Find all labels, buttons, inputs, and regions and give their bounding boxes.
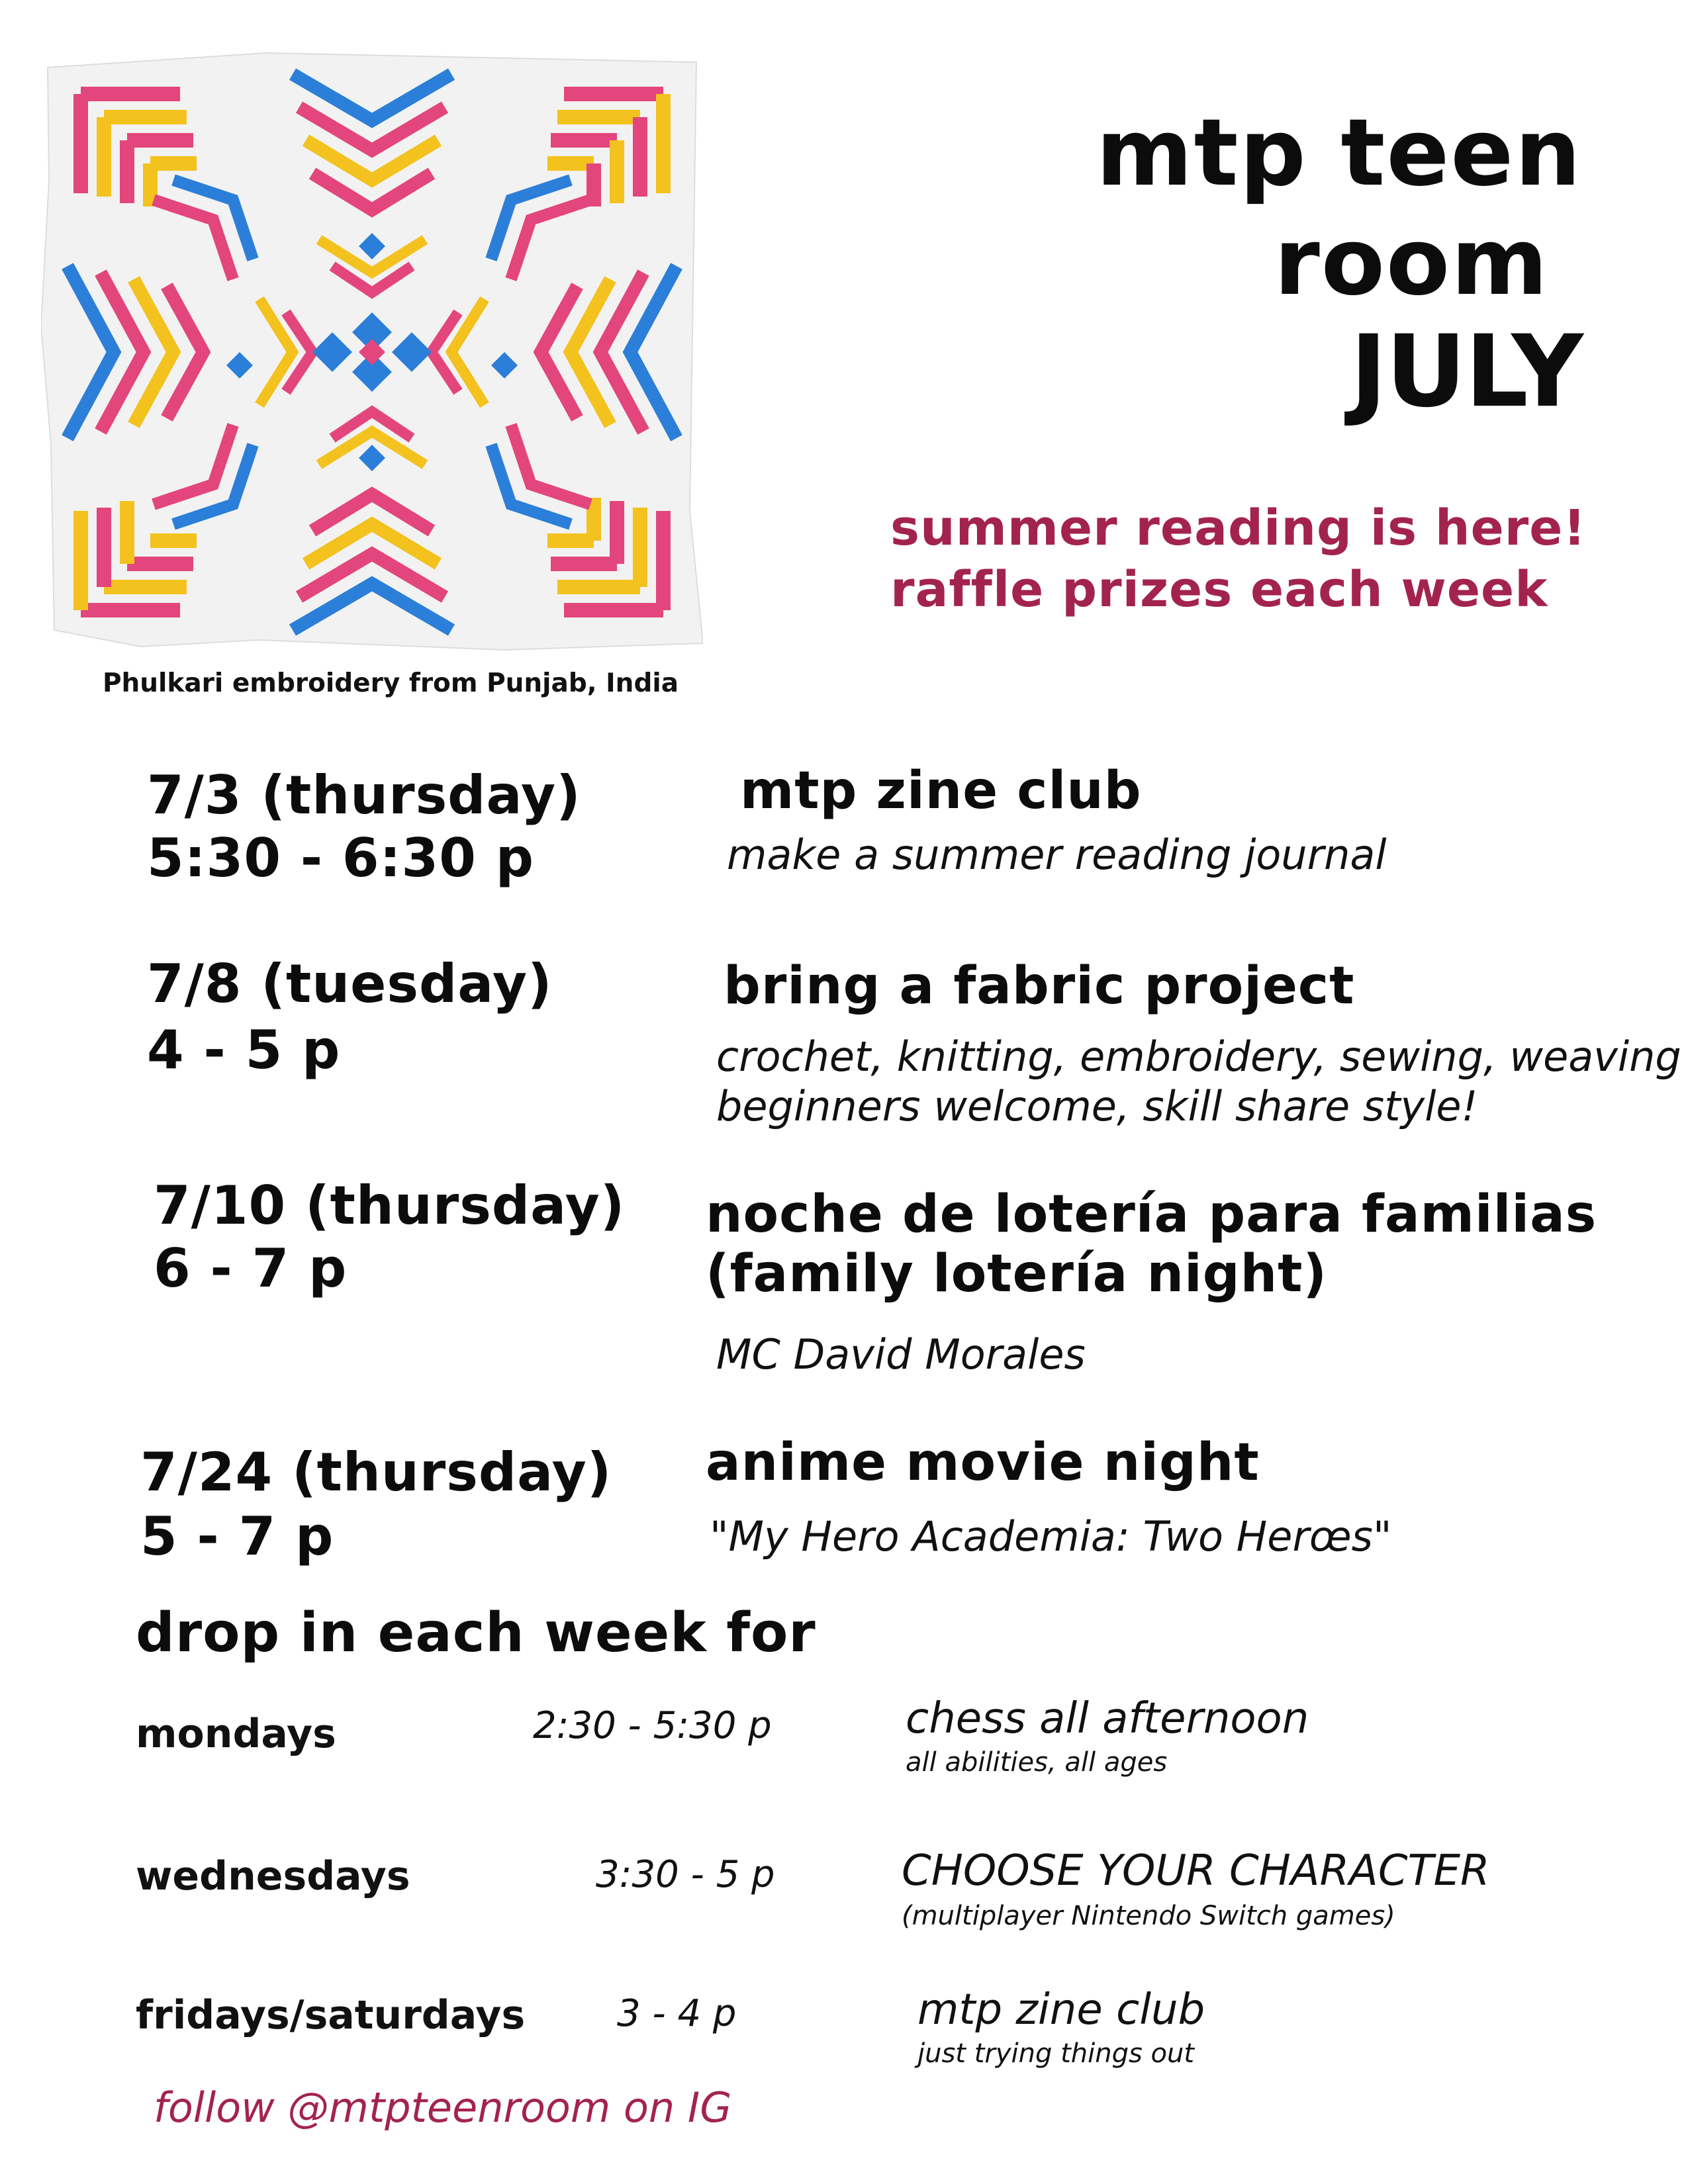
weekly-heading: drop in each week for [136, 1602, 816, 1664]
event-2-title: bring a fabric project [724, 956, 1355, 1016]
weekly-time-fridays-saturdays: 3 - 4 p [617, 1992, 737, 2035]
title-line-1: mtp teen [1096, 99, 1582, 207]
event-2-time: 4 - 5 p [147, 1019, 341, 1081]
event-1-desc: make a summer reading journal [727, 831, 1387, 879]
image-caption: Phulkari embroidery from Punjab, India [102, 668, 679, 698]
weekly-day-fridays-saturdays: fridays/saturdays [136, 1992, 526, 2038]
event-2-desc-1: crochet, knitting, embroidery, sewing, weaving [716, 1032, 1681, 1081]
event-4-date: 7/24 (thursday) [140, 1441, 612, 1503]
phulkari-embroidery-image [41, 48, 703, 657]
weekly-time-mondays: 2:30 - 5:30 p [533, 1704, 772, 1747]
event-4-title: anime movie night [706, 1433, 1260, 1492]
event-3-title: noche de lotería para familias [706, 1185, 1597, 1244]
weekly-activity-fridays-saturdays: mtp zine club [917, 1985, 1205, 2034]
title-month: JULY [1350, 314, 1582, 430]
weekly-time-wednesdays: 3:30 - 5 p [596, 1853, 775, 1896]
event-3-desc: MC David Morales [716, 1330, 1086, 1379]
event-2-desc-2: beginners welcome, skill share style! [716, 1082, 1478, 1130]
event-4-time: 5 - 7 p [140, 1506, 334, 1567]
weekly-activity-mondays: chess all afternoon [906, 1694, 1309, 1743]
promo-raffle: raffle prizes each week [890, 561, 1548, 618]
event-3-date: 7/10 (thursday) [154, 1175, 626, 1236]
event-3-title-english: (family lotería night) [706, 1244, 1328, 1304]
weekly-day-mondays: mondays [136, 1711, 336, 1757]
weekly-note-mondays: all abilities, all ages [906, 1747, 1168, 1778]
title-line-2: room [1274, 208, 1549, 316]
promo-summer-reading: summer reading is here! [890, 500, 1587, 557]
event-2-date: 7/8 (tuesday) [147, 953, 553, 1015]
event-3-time: 6 - 7 p [154, 1238, 348, 1299]
weekly-note-wednesdays: (multiplayer Nintendo Switch games) [902, 1901, 1395, 1931]
event-1-date: 7/3 (thursday) [147, 764, 581, 826]
event-4-desc: "My Hero Academia: Two Herœs" [710, 1512, 1392, 1561]
event-1-title: mtp zine club [740, 761, 1142, 821]
weekly-activity-wednesdays: CHOOSE YOUR CHARACTER [902, 1846, 1490, 1895]
instagram-follow-text: follow @mtpteenroom on IG [154, 2083, 732, 2132]
weekly-note-fridays-saturdays: just trying things out [917, 2038, 1195, 2069]
weekly-day-wednesdays: wednesdays [136, 1853, 410, 1899]
event-1-time: 5:30 - 6:30 p [147, 827, 534, 889]
